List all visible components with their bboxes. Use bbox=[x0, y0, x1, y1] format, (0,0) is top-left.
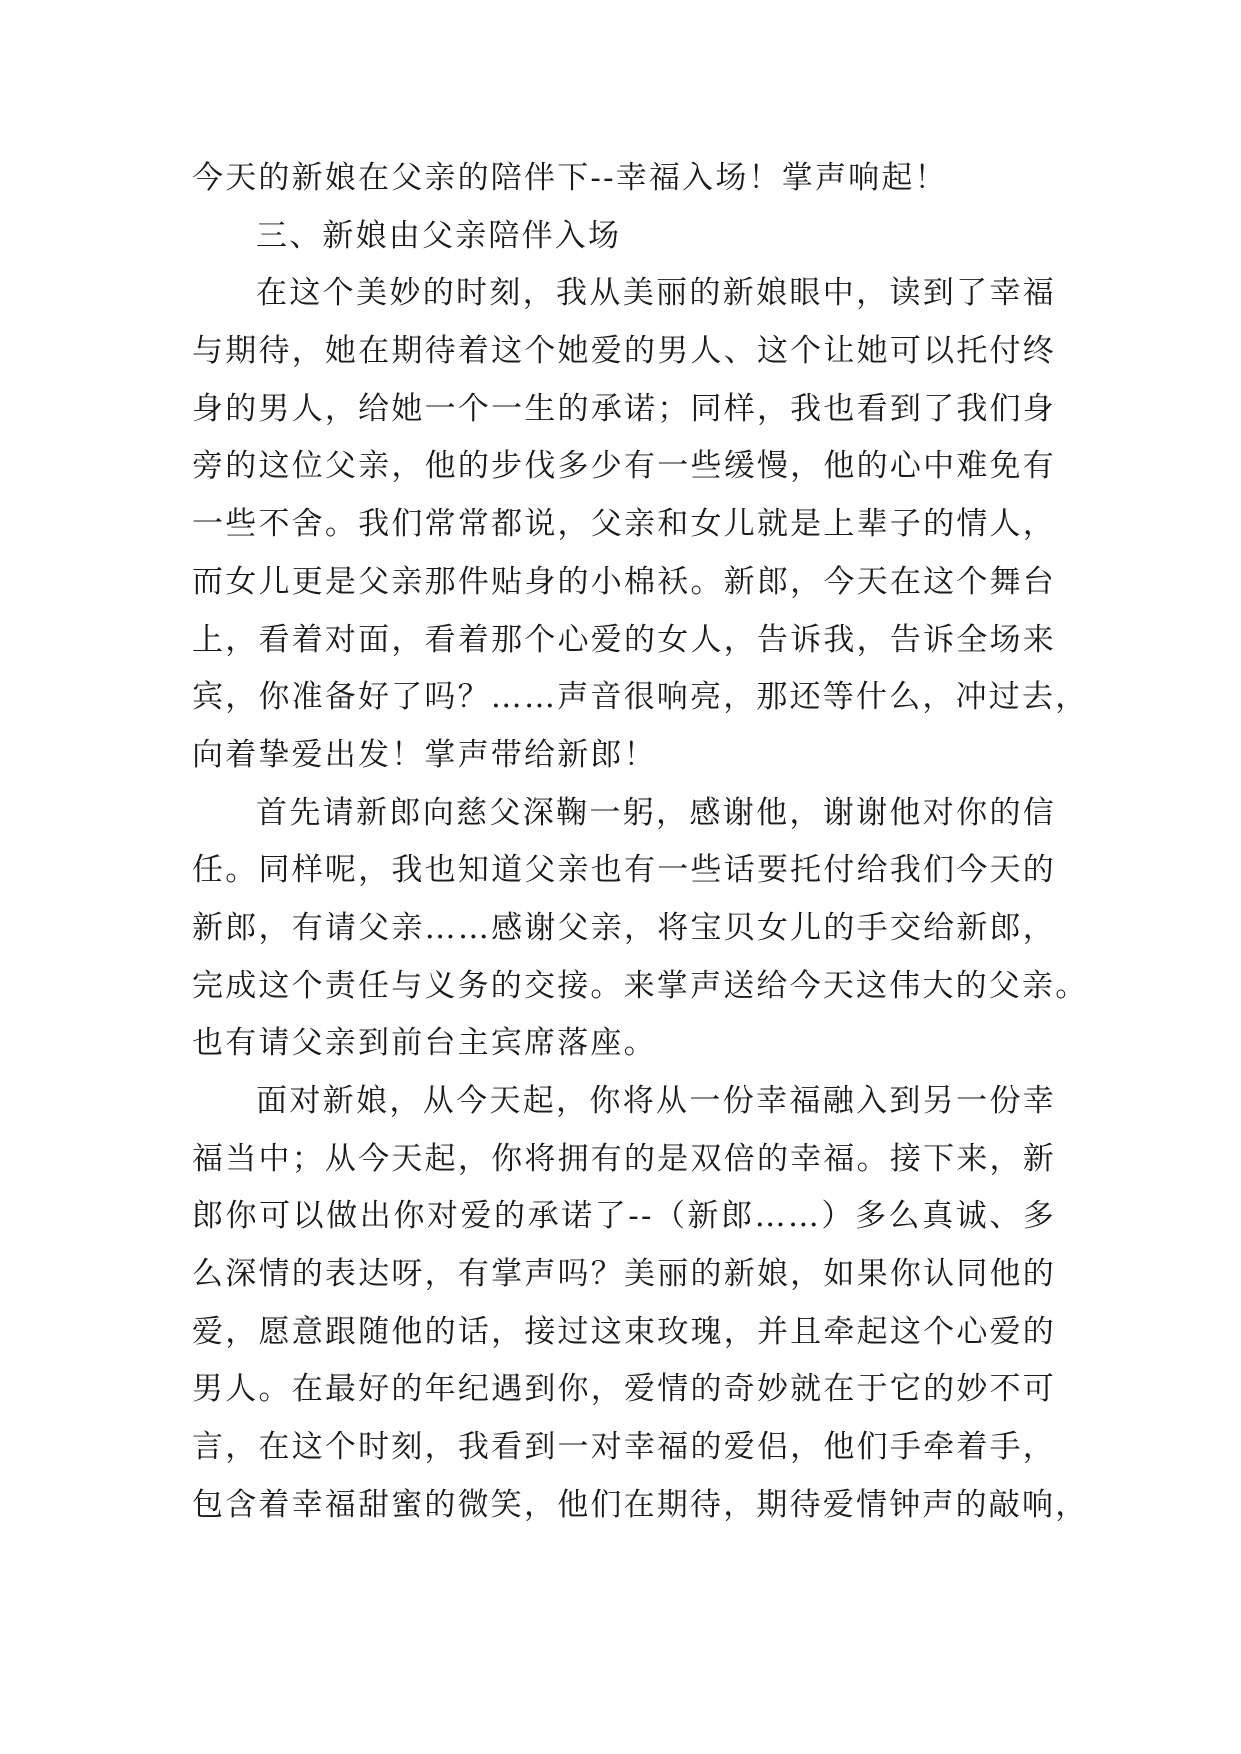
text-line: 面对新娘，从今天起，你将从一份幸福融入到另一份幸 bbox=[256, 1083, 1056, 1119]
text-line: 新郎，有请父亲……感谢父亲，将宝贝女儿的手交给新郎， bbox=[192, 909, 1056, 946]
text-line: 宾，你准备好了吗？……声音很响亮，那还等什么，冲过去， bbox=[192, 679, 1089, 716]
text-line: 而女儿更是父亲那件贴身的小棉袄。新郎，今天在这个舞台 bbox=[192, 563, 1056, 600]
text-line: 身的男人，给她一个一生的承诺；同样，我也看到了我们身 bbox=[192, 390, 1056, 427]
text-line: 与期待，她在期待着这个她爱的男人、这个让她可以托付终 bbox=[192, 333, 1056, 370]
text-line: 向着挚爱出发！掌声带给新郎！ bbox=[192, 736, 657, 773]
text-line: 么深情的表达呀，有掌声吗？美丽的新娘，如果你认同他的 bbox=[192, 1256, 1056, 1293]
document-body bbox=[192, 150, 1089, 1535]
text-line: 完成这个责任与义务的交接。来掌声送给今天这伟大的父亲。 bbox=[192, 967, 1089, 1004]
text-line: 言，在这个时刻，我看到一对幸福的爱侣，他们手牵着手， bbox=[192, 1429, 1056, 1466]
text-line: 也有请父亲到前台主宾席落座。 bbox=[192, 1025, 657, 1062]
text-line: 爱，愿意跟随他的话，接过这束玫瑰，并且牵起这个心爱的 bbox=[192, 1313, 1056, 1350]
text-line: 旁的这位父亲，他的步伐多少有一些缓慢，他的心中难免有 bbox=[192, 448, 1056, 485]
text-line: 福当中；从今天起，你将拥有的是双倍的幸福。接下来，新 bbox=[192, 1140, 1056, 1177]
text-line: 包含着幸福甜蜜的微笑，他们在期待，期待爱情钟声的敲响， bbox=[192, 1486, 1089, 1523]
text-line: 三、新娘由父亲陪伴入场 bbox=[256, 217, 622, 254]
text-line: 男人。在最好的年纪遇到你，爱情的奇妙就在于它的妙不可 bbox=[192, 1371, 1056, 1408]
text-line: 郎你可以做出你对爱的承诺了--（新郎……）多么真诚、多 bbox=[192, 1198, 1056, 1235]
text-line: 任。同样呢，我也知道父亲也有一些话要托付给我们今天的 bbox=[192, 852, 1056, 889]
text-line: 上，看着对面，看着那个心爱的女人，告诉我，告诉全场来 bbox=[192, 621, 1056, 658]
text-line: 首先请新郎向慈父深鞠一躬，感谢他，谢谢他对你的信 bbox=[256, 794, 1056, 831]
text-line: 一些不舍。我们常常都说，父亲和女儿就是上辈子的情人， bbox=[192, 506, 1056, 543]
text-line: 在这个美妙的时刻，我从美丽的新娘眼中，读到了幸福 bbox=[256, 275, 1056, 312]
text-line: 今天的新娘在父亲的陪伴下--幸福入场！掌声响起！ bbox=[192, 160, 948, 196]
